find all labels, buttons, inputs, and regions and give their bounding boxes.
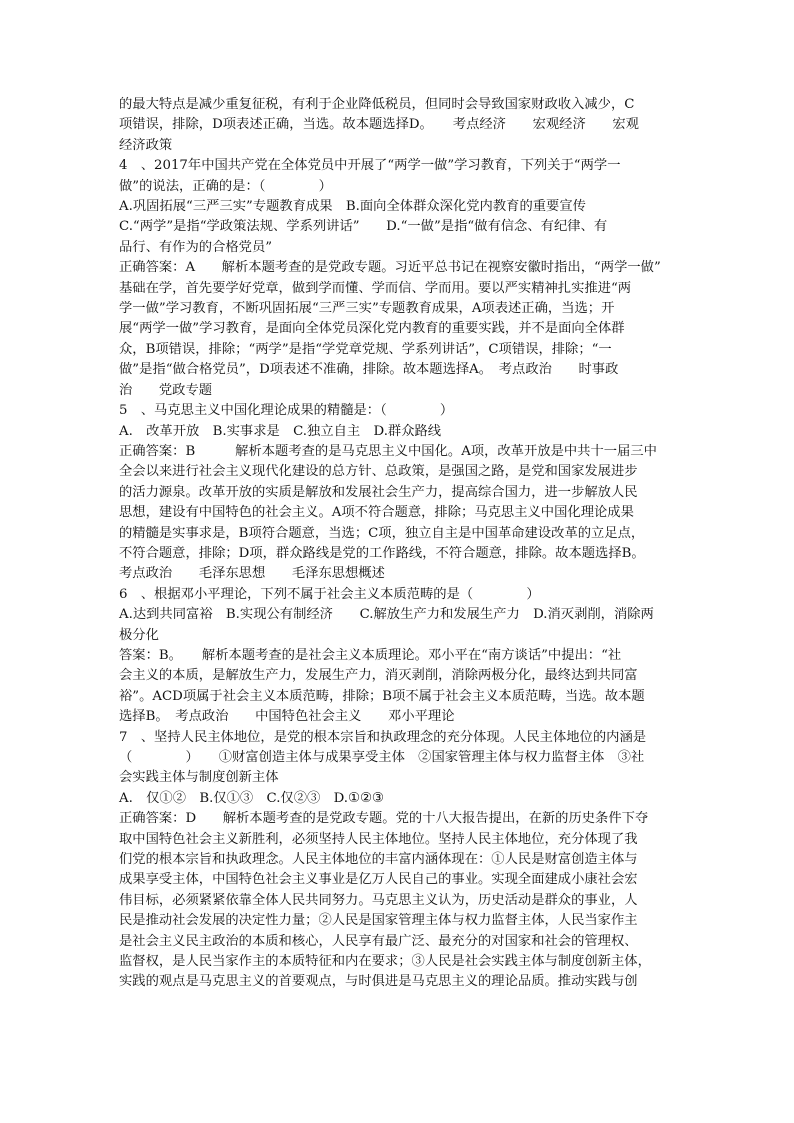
text-line: 答案：B。 解析本题考查的是社会主义本质理论。邓小平在“南方谈话”中提出：“社 (119, 647, 622, 663)
text-line: 学一做”学习教育，不断巩固拓展“三严三实”专题教育成果，A项表述正确，当选；开 (119, 301, 615, 317)
text-line: 们党的根本宗旨和执政理念。人民主体地位的丰富内涵体现在：①人民是财富创造主体与 (119, 852, 638, 868)
text-line: 的最大特点是减少重复征税，有利于企业降低税员，但同时会导致国家财政收入减少，C (119, 97, 635, 112)
text-line: 的活力源泉。改革开放的实质是解放和发展社会生产力，提高综合国力，进一步解放人民 (119, 484, 638, 500)
text-line: 众，B项错误，排除；“两学”是指“学党章党规、学系列讲话”，C项错误，排除；“一 (119, 341, 612, 357)
text-line: 治 党政专题 (119, 382, 213, 398)
text-line: A. 改革开放 B.实事求是 C.独立自主 D.群众路线 (119, 423, 442, 439)
text-line: 会主义的本质，是解放生产力，发展生产力，消灭剥削，消除两极分化，最终达到共同富 (119, 668, 638, 684)
text-line: A.达到共同富裕 B.实现公有制经济 C.解放生产力和发展生产力 D.消灭剥削，消除两 (119, 607, 654, 623)
text-line: 经济政策 (119, 137, 173, 153)
text-line: （ ） ①财富创造主体与成果享受主体 ②国家管理主体与权力监督主体 ③社 (119, 750, 645, 765)
text-line: 不符合题意，排除；D项，群众路线是党的工作路线，不符合题意，排除。故本题选择B。 (119, 545, 645, 561)
text-line: 会实践主体与制度创新主体 (119, 770, 279, 786)
text-line: 选择B。 考点政治 中国特色社会主义 邓小平理论 (119, 709, 455, 725)
text-line: 正确答案：B 解析本题考查的是马克思主义中国化。A项，改革开放是中共十一届三中 (119, 443, 657, 459)
text-line: 做”的说法，正确的是：（ ） (119, 178, 332, 194)
text-line: 伟目标，必须紧紧依靠全体人民共同努力。马克思主义认为，历史活动是群众的事业，人 (119, 892, 638, 908)
text-line: 展“两学一做”学习教育，是面向全体党员深化党内教育的重要实践，并不是面向全体群 (119, 321, 625, 337)
text-line: 裕”。ACD项属于社会主义本质范畴，排除；B项不属于社会主义本质范畴，当选。故本题 (119, 688, 645, 704)
text-line: 成果享受主体，中国特色社会主义事业是亿万人民自己的事业。实现全面建成小康社会宏 (119, 872, 638, 888)
text-line: 7 、坚持人民主体地位，是党的根本宗旨和执政理念的充分体现。人民主体地位的内涵是 (119, 729, 647, 745)
text-line: 项错误，排除，D项表述正确，当选。故本题选择D。 考点经济 宏观经济 宏观 (119, 117, 639, 133)
text-line: A. 仅①② B.仅①③ C.仅②③ D.①②③ (119, 790, 384, 806)
text-line: 民是推动社会发展的决定性力量；②人民是国家管理主体与权力监督主体，人民当家作主 (119, 913, 638, 929)
text-line: 基础在学，首先要学好党章，做到学而懂、学而信、学而用。要以严实精神扎实推进“两 (119, 280, 632, 296)
text-line: 监督权，是人民当家作主的本质特征和内在要求；③人民是社会实践主体与制度创新主体， (119, 954, 651, 970)
text-line: 实践的观点是马克思主义的首要观点，与时俱进是马克思主义的理论品质。推动实践与创 (119, 974, 638, 990)
document-body (119, 95, 679, 993)
text-line: 5 、马克思主义中国化理论成果的精髓是：（ ） (119, 403, 454, 419)
text-line: 品行、有作为的合格党员” (119, 239, 273, 255)
text-line: C.“两学”是指“学政策法规、学系列讲话” D.“一做”是指“做有信念、有纪律、有 (119, 219, 608, 235)
text-line: 6 、根据邓小平理论，下列不属于社会主义本质范畴的是（ ） (119, 586, 540, 602)
text-line: 的精髓是实事求是，B项符合题意，当选；C项，独立自主是中国革命建设改革的立足点， (119, 525, 645, 541)
text-line: A.巩固拓展“三严三实”专题教育成果 B.面向全体群众深化党内教育的重要宣传 (119, 199, 586, 215)
text-line: 极分化 (119, 627, 159, 643)
text-line: 思想，建设有中国特色的社会主义。A项不符合题意，排除；马克思主义中国化理论成果 (119, 505, 634, 521)
text-line: 是社会主义民主政治的本质和核心，人民享有最广泛、最充分的对国家和社会的管理权、 (119, 933, 638, 949)
text-line: 考点政治 毛泽东思想 毛泽东思想概述 (119, 566, 385, 582)
text-line: 全会以来进行社会主义现代化建设的总方针、总政策，是强国之路，是党和国家发展进步 (119, 464, 638, 480)
text-line: 做”是指“做合格党员”，D项表述不准确，排除。故本题选择A。 考点政治 时事政 (119, 362, 619, 378)
text-line: 正确答案：A 解析本题考查的是党政专题。习近平总书记在视察安徽时指出，“两学一做” (119, 260, 661, 276)
text-line: 4 、2017年中国共产党在全体党员中开展了“两学一做”学习教育，下列关于“两学一 (119, 158, 621, 174)
text-line: 取中国特色社会主义新胜利，必须坚持人民主体地位。坚持人民主体地位，充分体现了我 (119, 831, 638, 847)
text-line: 正确答案：D 解析本题考查的是党政专题。党的十八大报告提出，在新的历史条件下夺 (119, 811, 649, 827)
